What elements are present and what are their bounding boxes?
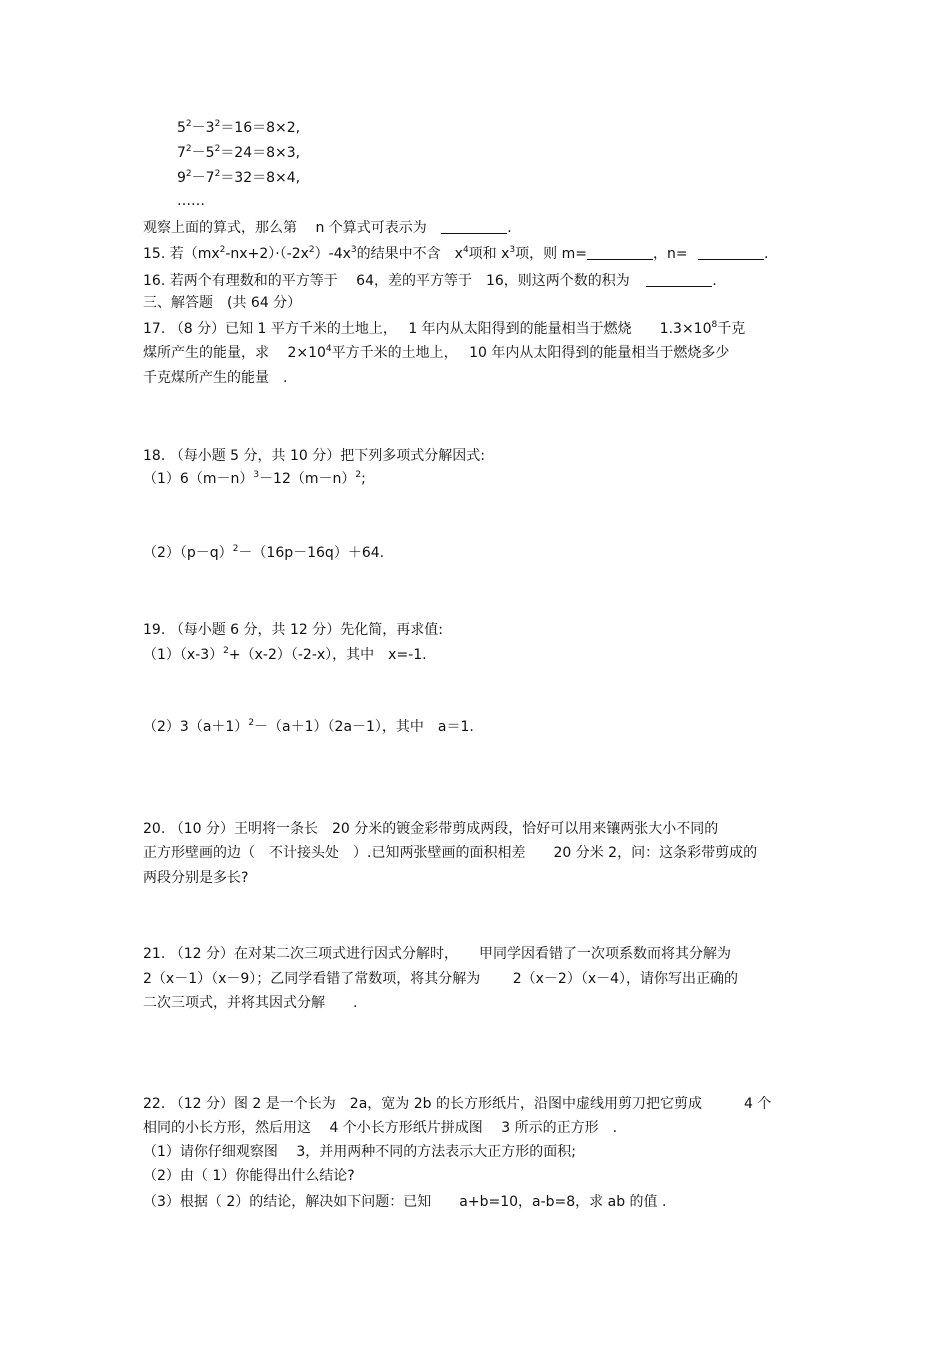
answer-blank[interactable] bbox=[646, 272, 712, 287]
question-18-part-2: $(2)(p-q)^2-(16p-16q)+64$. bbox=[143, 544, 385, 561]
pattern-ellipsis: …… bbox=[177, 193, 205, 209]
pattern-line-1: $5^2-3^2=16=8\times 2$, bbox=[177, 119, 301, 136]
question-22-line-1: 22. （12 分）图 2 是一个长为 2a，宽为 2b 的长方形纸片，沿图中虚线用剪刀把它剪成 4 个 bbox=[143, 1096, 772, 1112]
question-14: 观察上面的算式，那么第 n 个算式可表示为 . bbox=[143, 220, 512, 236]
pattern-line-2: $7^2-5^2=24=8\times 3$, bbox=[177, 144, 301, 161]
answer-blank[interactable] bbox=[441, 219, 507, 234]
question-20-line-1: 20. （10 分）王明将一条长 20 分米的镀金彩带剪成两段，恰好可以用来镶两张大小不同的 bbox=[143, 821, 719, 837]
question-17-line-2: 煤所产生的能量，求 $2\times 10^4$平方千米的土地上， 10 年内从太阳得到的能量相当于燃烧多少 bbox=[143, 344, 730, 361]
question-17-line-1: 17. （8 分）已知 1 平方千米的土地上， 1 年内从太阳得到的能量相当于燃烧 $1.3\times 10^8$千克 bbox=[143, 320, 746, 337]
question-22-sub-1: （1）请你仔细观察图 3，并用两种不同的方法表示大正方形的面积; bbox=[143, 1144, 576, 1160]
question-22-line-2: 相同的小长方形，然后用这 4 个小长方形纸片拼成图 3 所示的正方形 . bbox=[143, 1120, 618, 1136]
question-18-part-1: $(1)6(m-n)^3-12(m-n)^2$; bbox=[143, 470, 366, 487]
question-20-line-3: 两段分别是多长? bbox=[143, 870, 249, 886]
question-19-part-2: $(2)3(a+1)^2-(a+1)(2a-1)$，其中 a＝1. bbox=[143, 718, 474, 735]
question-20-line-2: 正方形壁画的边（ 不计接头处 ）.已知两张壁画的面积相差 20 分米 2，问：这条彩带剪成的 bbox=[143, 845, 758, 861]
question-19-title: 19. （每小题 6 分，共 12 分）先化简，再求值: bbox=[143, 622, 443, 638]
m-answer-blank[interactable] bbox=[587, 245, 653, 260]
question-19-part-1: $(1)(x-3)^2+(x-2)(-2-x)$，其中 x=-1. bbox=[143, 646, 427, 663]
pattern-line-3: $9^2-7^2=32=8\times 4$, bbox=[177, 169, 301, 186]
question-18-title: 18. （每小题 5 分，共 10 分）把下列多项式分解因式: bbox=[143, 448, 485, 464]
question-22-sub-2: （2）由（ 1）你能得出什么结论? bbox=[143, 1168, 355, 1184]
question-21-line-3: 二次三项式，并将其因式分解 . bbox=[143, 995, 358, 1011]
question-15: 15. 若$(mx^2-nx+2)\cdot(-2x^2)-4x^3$的结果中不含 $x^4$项和 $x^3$项，则 m= ，n= . bbox=[143, 245, 769, 262]
n-answer-blank[interactable] bbox=[698, 245, 764, 260]
question-21-line-1: 21. （12 分）在对某二次三项式进行因式分解时， 甲同学因看错了一次项系数而将其分解为 bbox=[143, 946, 731, 962]
question-16: 16. 若两个有理数和的平方等于 64，差的平方等于 16，则这两个数的积为 . bbox=[143, 273, 717, 289]
question-22-sub-3: （3）根据（ 2）的结论，解决如下问题：已知 a+b=10，a-b=8，求 ab 的值 . bbox=[143, 1194, 667, 1210]
section-heading: 三、解答题 (共 64 分） bbox=[143, 295, 302, 311]
question-21-line-2: 2（x－1）（x－9）；乙同学看错了常数项，将其分解为 2（x－2）（x－4），请你写出正确的 bbox=[143, 971, 739, 987]
question-17-line-3: 千克煤所产生的能量 . bbox=[143, 370, 288, 386]
